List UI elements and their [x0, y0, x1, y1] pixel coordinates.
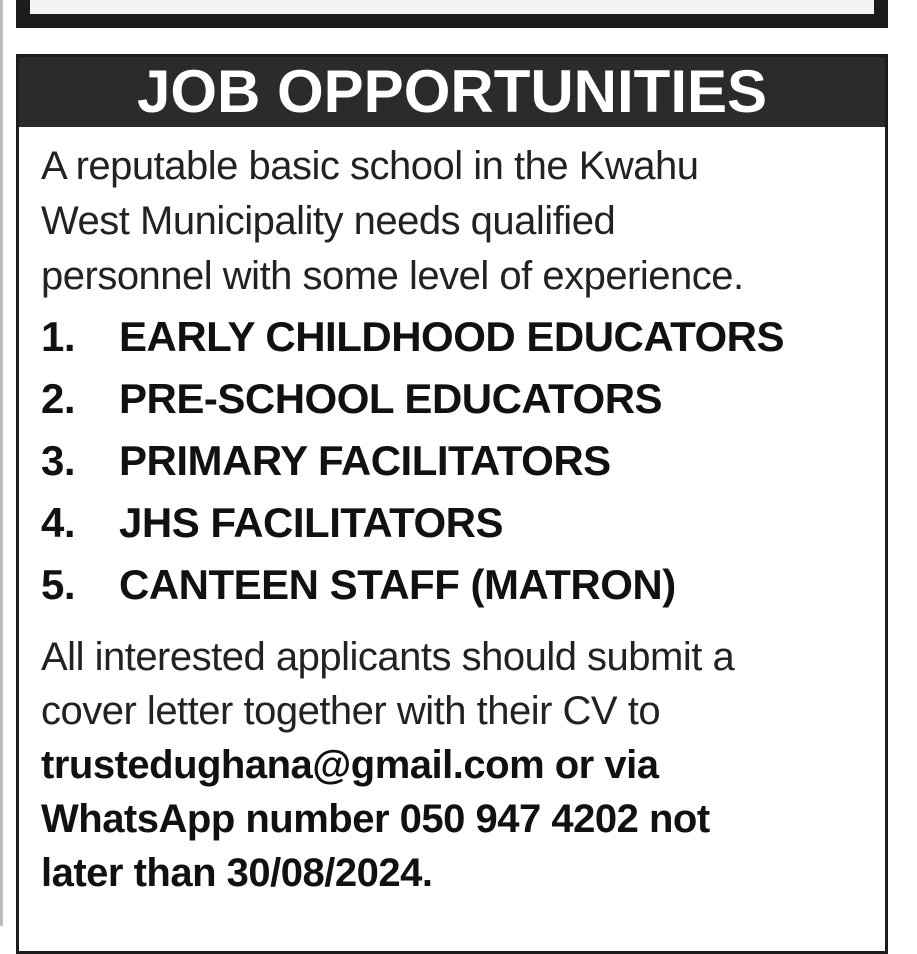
left-column-rule — [0, 0, 3, 926]
whatsapp-number-line: WhatsApp number 050 947 4202 not — [41, 797, 710, 841]
position-item — [41, 368, 865, 430]
deadline-line: later than 30/08/2024. — [41, 851, 433, 895]
intro-line-3: personnel with some level of experience. — [41, 254, 744, 298]
position-item — [41, 492, 865, 554]
position-title: CANTEEN STAFF (MATRON) — [119, 561, 676, 608]
position-title: PRE-SCHOOL EDUCATORS — [119, 375, 663, 422]
position-number: 2. — [41, 375, 76, 422]
position-number: 4. — [41, 499, 76, 546]
position-item — [41, 554, 865, 616]
position-item — [41, 430, 865, 492]
position-item — [41, 306, 865, 368]
application-instructions — [41, 630, 865, 900]
advert-title: JOB OPPORTUNITIES — [19, 57, 885, 127]
closing-line-2: cover letter together with their CV to — [41, 689, 661, 733]
job-advert — [16, 54, 888, 954]
intro-text — [41, 139, 865, 304]
position-title: EARLY CHILDHOOD EDUCATORS — [119, 313, 785, 360]
intro-line-2: West Municipality needs qualified — [41, 199, 616, 243]
position-title: PRIMARY FACILITATORS — [119, 437, 611, 484]
contact-email-line: trustedughana@gmail.com or via — [41, 743, 659, 787]
positions-list — [41, 304, 865, 616]
intro-line-1: A reputable basic school in the Kwahu — [41, 144, 699, 188]
position-number: 3. — [41, 437, 76, 484]
position-number: 1. — [41, 313, 76, 360]
previous-advert-frame — [16, 0, 888, 28]
previous-advert-inner — [28, 0, 876, 16]
closing-line-1: All interested applicants should submit a — [41, 635, 735, 679]
position-number: 5. — [41, 561, 76, 608]
position-title: JHS FACILITATORS — [119, 499, 504, 546]
advert-body — [19, 127, 885, 900]
